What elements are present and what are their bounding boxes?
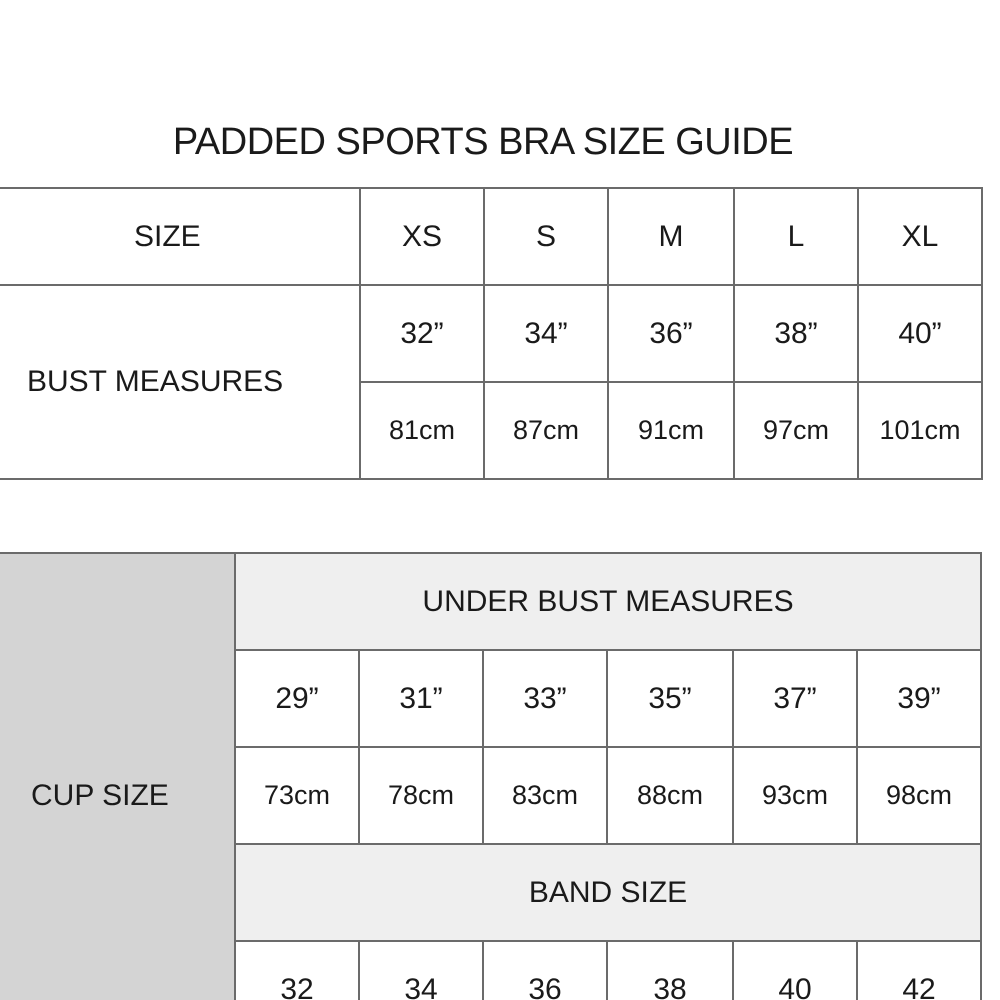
page-title: PADDED SPORTS BRA SIZE GUIDE (172, 121, 794, 163)
band-size-header: BAND SIZE (235, 844, 981, 941)
under-bust-cm-cell: 88cm (607, 747, 733, 844)
band-size-cell: 34 (359, 941, 483, 1000)
size-xs: XS (360, 188, 484, 285)
under-bust-measures-header: UNDER BUST MEASURES (235, 553, 981, 650)
band-size-cell: 42 (857, 941, 981, 1000)
under-bust-inches-cell: 39” (857, 650, 981, 747)
bust-measures-label: BUST MEASURES (0, 285, 360, 479)
size-m: M (608, 188, 734, 285)
bust-cm-cell: 91cm (608, 382, 734, 479)
under-bust-inches-cell: 35” (607, 650, 733, 747)
bust-cm-cell: 81cm (360, 382, 484, 479)
under-bust-inches-cell: 29” (235, 650, 359, 747)
under-bust-cm-cell: 98cm (857, 747, 981, 844)
cup-size-label: CUP SIZE (0, 553, 235, 1000)
bust-inches-cell: 34” (484, 285, 608, 382)
size-s: S (484, 188, 608, 285)
bust-size-table (0, 187, 983, 480)
band-size-cell: 40 (733, 941, 857, 1000)
under-bust-cm-cell: 93cm (733, 747, 857, 844)
size-l: L (734, 188, 858, 285)
bust-inches-cell: 38” (734, 285, 858, 382)
under-bust-inches-cell: 31” (359, 650, 483, 747)
under-bust-cm-cell: 73cm (235, 747, 359, 844)
bust-inches-cell: 36” (608, 285, 734, 382)
bust-cm-cell: 101cm (858, 382, 982, 479)
bust-inches-cell: 32” (360, 285, 484, 382)
under-bust-inches-cell: 37” (733, 650, 857, 747)
size-row (0, 188, 982, 285)
bust-inches-row (0, 285, 982, 382)
cup-size-table (0, 552, 982, 1000)
size-xl: XL (858, 188, 982, 285)
bust-cm-cell: 87cm (484, 382, 608, 479)
band-size-cell: 32 (235, 941, 359, 1000)
under-bust-cm-cell: 78cm (359, 747, 483, 844)
band-size-cell: 36 (483, 941, 607, 1000)
band-size-cell: 38 (607, 941, 733, 1000)
under-bust-inches-cell: 33” (483, 650, 607, 747)
under-bust-header-row (0, 553, 981, 650)
bust-cm-cell: 97cm (734, 382, 858, 479)
under-bust-cm-cell: 83cm (483, 747, 607, 844)
size-header: SIZE (0, 188, 360, 285)
bust-inches-cell: 40” (858, 285, 982, 382)
